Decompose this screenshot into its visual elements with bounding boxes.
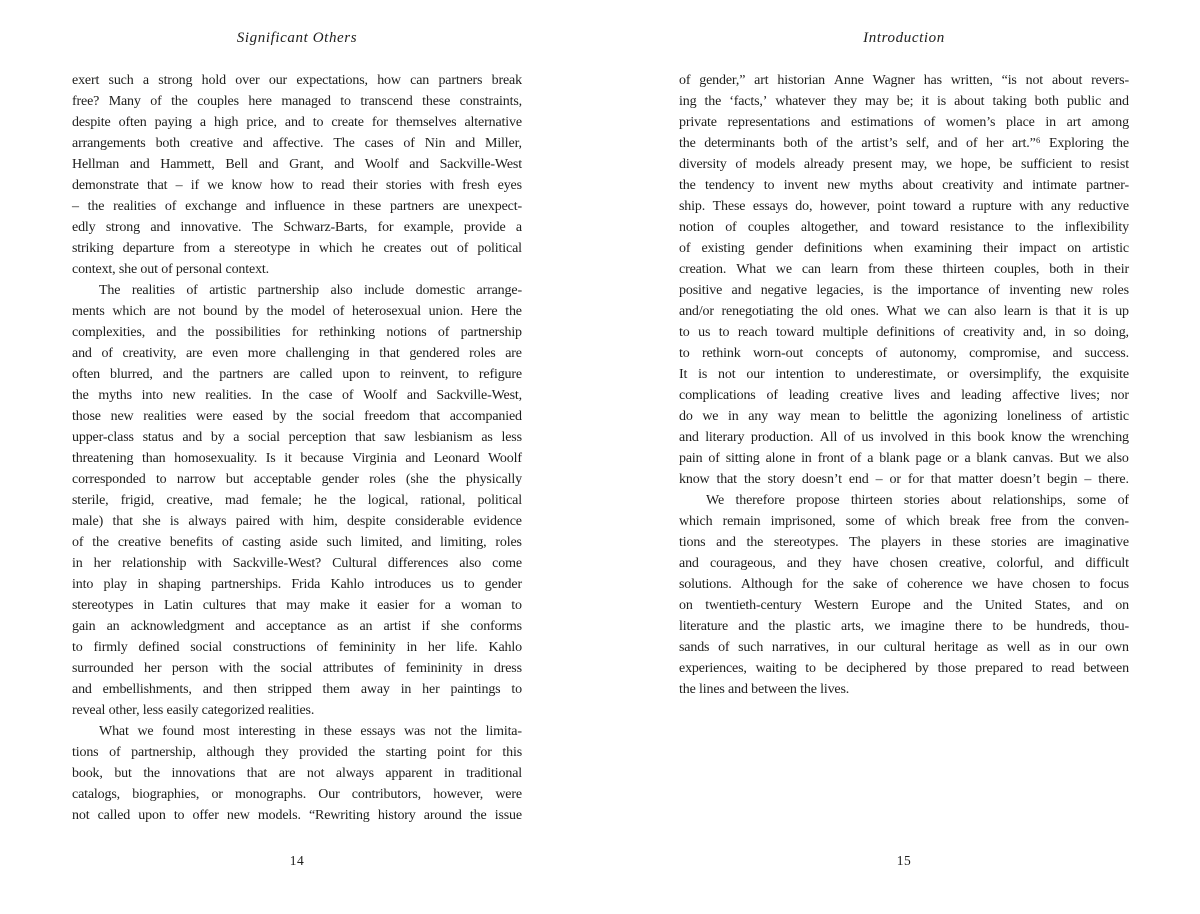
text-line: often blurred, and the partners are called upon to reinvent, to refigure <box>72 367 522 382</box>
text-line: striking departure from a stereotype in which he creates out of political <box>72 241 522 256</box>
text-line: those new realities were eased by the social freedom that accompanied <box>72 409 522 424</box>
text-line: and courageous, and they have chosen creative, colorful, and difficult <box>679 556 1129 571</box>
text-line: tions of partnership, although they provided the starting point for this <box>72 745 522 760</box>
text-line: The realities of artistic partnership also include domestic arrange- <box>99 283 522 298</box>
page-number-left: 14 <box>289 853 305 868</box>
text-line: despite often paying a high price, and to create for themselves alternative <box>72 115 522 130</box>
text-line: reveal other, less easily categorized realities. <box>72 703 315 718</box>
text-line: and embellishments, and then stripped them away in her paintings to <box>72 682 522 697</box>
text-line: positive and negative legacies, is the importance of inventing new roles <box>679 283 1129 298</box>
text-line: complications of leading creative lives and leading affective lives; nor <box>679 388 1129 403</box>
text-line: do we in any way mean to belittle the agonizing loneliness of artistic <box>679 409 1129 424</box>
text-line: What we found most interesting in these essays was not the limita- <box>99 724 522 739</box>
text-line: context, she out of personal context. <box>72 262 270 277</box>
text-line: catalogs, biographies, or monographs. Our contributors, however, were <box>72 787 522 802</box>
text-line: stereotypes in Latin cultures that may make it easier for a woman to <box>72 598 522 613</box>
text-line: ship. These essays do, however, point toward a rupture with any reductive <box>679 199 1129 214</box>
text-line: of existing gender definitions when examining their impact on artistic <box>679 241 1129 256</box>
text-line: edly strong and innovative. The Schwarz-Barts, for example, provide a <box>72 220 522 235</box>
text-line: on twentieth-century Western Europe and the United States, and on <box>679 598 1129 613</box>
text-line: in her relationship with Sackville-West? Cultural differences also come <box>72 556 522 571</box>
text-line: We therefore propose thirteen stories about relationships, some of <box>706 493 1129 508</box>
text-line: free? Many of the couples here managed to transcend these constraints, <box>72 94 522 109</box>
text-line: It is not our intention to underestimate, or oversimplify, the exquisite <box>679 367 1129 382</box>
text-line: Hellman and Hammett, Bell and Grant, and Woolf and Sackville-West <box>72 157 522 172</box>
text-line: notion of couples altogether, and toward resistance to the inflexibility <box>679 220 1129 235</box>
text-line: tions and the stereotypes. The players in these stories are imaginative <box>679 535 1129 550</box>
right-page-text <box>679 70 1129 700</box>
text-line: sands of such narratives, in our cultural heritage as well as in our own <box>679 640 1129 655</box>
text-line: sterile, frigid, creative, mad female; he the logical, rational, political <box>72 493 522 508</box>
text-line: solutions. Although for the sake of coherence we have chosen to focus <box>679 577 1129 592</box>
running-head-right: Introduction <box>863 30 945 46</box>
text-line: threatening than homosexuality. Is it because Virginia and Leonard Woolf <box>72 451 522 466</box>
text-line: the tendency to invent new myths about creativity and intimate partner- <box>679 178 1129 193</box>
text-line: diversity of models already present may, we hope, be sufficient to resist <box>679 157 1129 172</box>
left-page-text <box>72 70 522 826</box>
text-line: which remain imprisoned, some of which break free from the conven- <box>679 514 1129 529</box>
text-line: the determinants both of the artist’s self, and of her art.”⁶ Exploring the <box>679 136 1129 151</box>
text-line: pain of sitting alone in front of a blank page or a blank canvas. But we also <box>679 451 1129 466</box>
running-head-left: Significant Others <box>236 30 358 46</box>
text-line: experiences, waiting to be deciphered by those prepared to read between <box>679 661 1129 676</box>
text-line: creation. What we can learn from these thirteen couples, both in their <box>679 262 1129 277</box>
text-line: to rethink worn-out concepts of autonomy, compromise, and success. <box>679 346 1129 361</box>
text-line: corresponded to narrow but acceptable gender roles (she the physically <box>72 472 522 487</box>
text-line: of gender,” art historian Anne Wagner has written, “is not about revers- <box>679 73 1129 88</box>
text-line: – the realities of exchange and influence in these partners are unexpect- <box>72 199 522 214</box>
text-line: into play in shaping partnerships. Frida Kahlo introduces us to gender <box>72 577 522 592</box>
page-number-right: 15 <box>896 853 912 868</box>
text-line: and/or renegotiating the old ones. What we can also learn is that it is up <box>679 304 1129 319</box>
text-line: surrounded her person with the social attributes of femininity in dress <box>72 661 522 676</box>
text-line: upper-class status and by a social perception that saw lesbianism as less <box>72 430 522 445</box>
text-line: gain an acknowledgment and acceptance as an artist if she conforms <box>72 619 522 634</box>
text-line: of the creative benefits of casting aside such limited, and limiting, roles <box>72 535 522 550</box>
text-line: and of creativity, are even more challenging in that gendered roles are <box>72 346 522 361</box>
text-line: literature and the plastic arts, we imagine there to be hundreds, thou- <box>679 619 1129 634</box>
text-line: know that the story doesn’t end – or for that matter doesn’t begin – there. <box>679 472 1129 487</box>
text-line: ing the ‘facts,’ whatever they may be; it is about taking both public and <box>679 94 1129 109</box>
text-line: demonstrate that – if we know how to read their stories with fresh eyes <box>72 178 522 193</box>
text-line: book, but the innovations that are not always apparent in traditional <box>72 766 522 781</box>
text-line: male) that she is always paired with him, despite considerable evidence <box>72 514 522 529</box>
text-line: complexities, and the possibilities for rethinking notions of partnership <box>72 325 522 340</box>
text-line: the lines and between the lives. <box>679 682 850 697</box>
text-line: arrangements both creative and affective. The cases of Nin and Miller, <box>72 136 522 151</box>
right-page <box>679 0 1129 914</box>
left-page <box>72 0 522 914</box>
text-line: to us to reach toward multiple definitions of creativity and, in so doing, <box>679 325 1129 340</box>
text-line: private representations and estimations of women’s place in art among <box>679 115 1129 130</box>
text-line: not called upon to offer new models. “Rewriting history around the issue <box>72 808 522 823</box>
text-line: and literary production. All of us involved in this book know the wrenching <box>679 430 1129 445</box>
text-line: ments which are not bound by the model of heterosexual union. Here the <box>72 304 522 319</box>
text-line: to firmly defined social constructions of femininity in her life. Kahlo <box>72 640 522 655</box>
text-line: the myths into new realities. In the case of Woolf and Sackville-West, <box>72 388 522 403</box>
text-line: exert such a strong hold over our expectations, how can partners break <box>72 73 522 88</box>
